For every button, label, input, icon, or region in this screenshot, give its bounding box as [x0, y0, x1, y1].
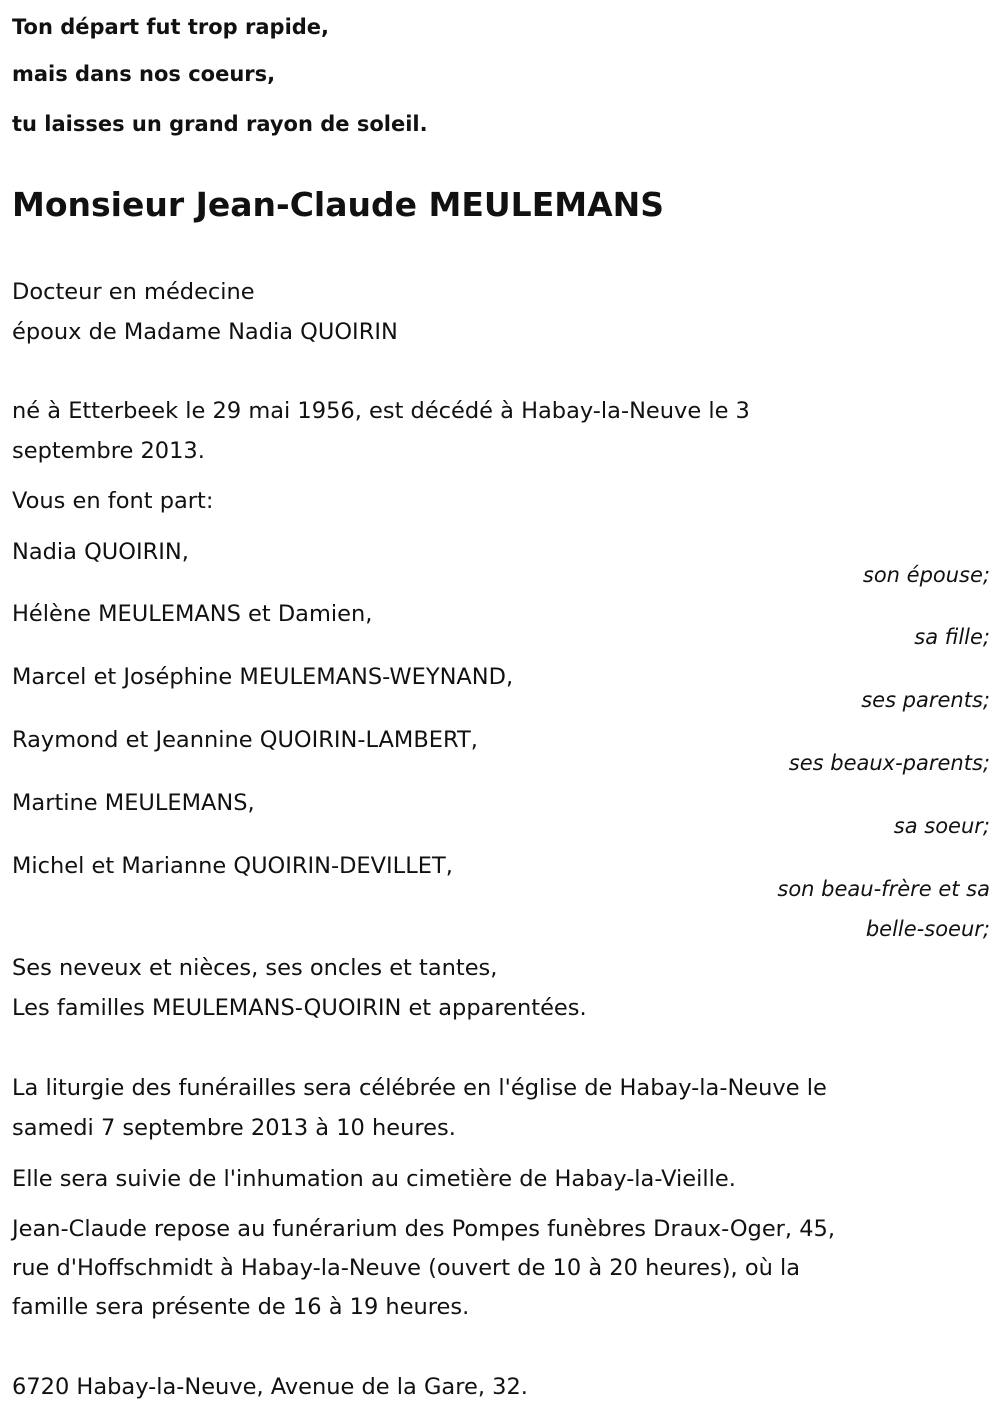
other-relatives: Ses neveux et nièces, ses oncles et tantes, — [12, 955, 498, 981]
family-member-name: Michel et Marianne QUOIRIN-DEVILLET, — [12, 853, 453, 879]
rest-info: Jean-Claude repose au funérarium des Pompes funèbres Draux-Oger, 45, — [12, 1216, 835, 1242]
family-member-role: sa fille; — [914, 625, 990, 649]
rest-info: rue d'Hoffschmidt à Habay-la-Neuve (ouvert de 10 à 20 heures), où la — [12, 1255, 801, 1281]
spouse-line: époux de Madame Nadia QUOIRIN — [12, 319, 398, 345]
family-member-role: ses parents; — [861, 688, 990, 712]
family-member-name: Marcel et Joséphine MEULEMANS-WEYNAND, — [12, 664, 514, 690]
family-member-role: sa soeur; — [893, 814, 990, 838]
family-member-name: Martine MEULEMANS, — [12, 790, 255, 816]
deceased-name: Monsieur Jean-Claude MEULEMANS — [12, 185, 665, 224]
family-member-role: ses beaux-parents; — [788, 751, 990, 775]
funeral-info: La liturgie des funérailles sera célébrée en l'église de Habay-la-Neuve le — [12, 1075, 827, 1101]
poem-line: Ton départ fut trop rapide, — [12, 15, 330, 39]
family-member-role: belle-soeur; — [865, 917, 990, 941]
family-member-role: son épouse; — [862, 563, 990, 587]
profession: Docteur en médecine — [12, 279, 255, 305]
announcement: Vous en font part: — [12, 488, 214, 514]
address: 6720 Habay-la-Neuve, Avenue de la Gare, 32. — [12, 1374, 528, 1400]
funeral-info: samedi 7 septembre 2013 à 10 heures. — [12, 1115, 456, 1141]
poem-line: tu laisses un grand rayon de soleil. — [12, 112, 428, 136]
family-member-name: Nadia QUOIRIN, — [12, 539, 189, 565]
family-member-name: Raymond et Jeannine QUOIRIN-LAMBERT, — [12, 727, 478, 753]
family-member-role: son beau-frère et sa — [777, 877, 990, 901]
poem-line: mais dans nos coeurs, — [12, 62, 276, 86]
other-relatives: Les familles MEULEMANS-QUOIRIN et apparentées. — [12, 995, 587, 1021]
burial-info: Elle sera suivie de l'inhumation au cimetière de Habay-la-Vieille. — [12, 1166, 736, 1192]
rest-info: famille sera présente de 16 à 19 heures. — [12, 1294, 470, 1320]
birth-death-line: septembre 2013. — [12, 438, 205, 464]
family-member-name: Hélène MEULEMANS et Damien, — [12, 601, 373, 627]
birth-death-line: né à Etterbeek le 29 mai 1956, est décédé à Habay-la-Neuve le 3 — [12, 398, 750, 424]
